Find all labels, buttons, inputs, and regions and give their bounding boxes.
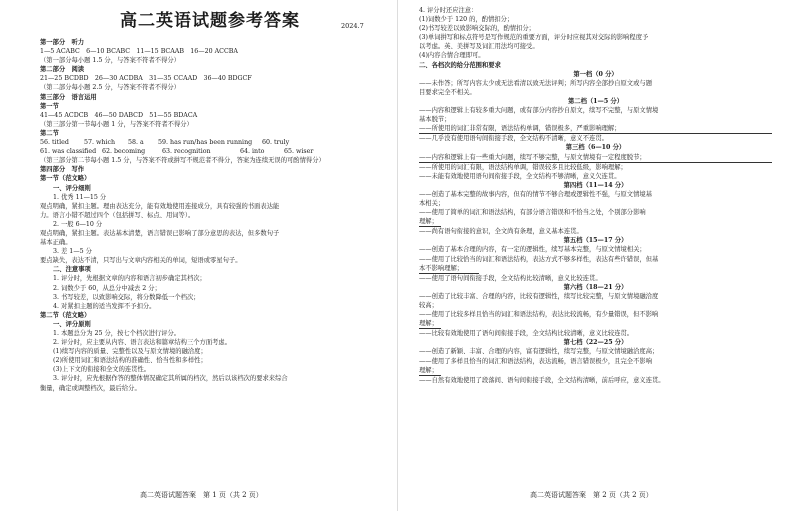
- band-line: ——几乎没有使用语句间衔接手段，全文结构不清晰，意义不连贯。: [419, 135, 608, 143]
- band-title: 第六档（18—21 分）: [563, 283, 628, 291]
- part3-heading: 第三部分 语言运用: [40, 93, 97, 101]
- band-title: 第七档（22—25 分）: [563, 339, 628, 347]
- part3-sec2: 第二节: [40, 129, 59, 137]
- cloze-answer: 62. becoming: [102, 148, 146, 156]
- cloze-answer: 58. a: [128, 139, 144, 147]
- rule-line: 观点明确，紧扣主题。理由表达充分，能有效地使用连接成分，具有较强的书面表达能: [40, 202, 280, 210]
- part3-sec1: 第一节: [40, 102, 59, 110]
- band-line: ——创造了比较丰富、合理的内容，比较有逻辑性，续写比较完整，与原文情境融洽度: [419, 292, 659, 300]
- page-title: 高二英语试题参考答案: [120, 11, 300, 31]
- band-line: ——比较有效地使用了语句间衔接手段，全文结构比较清晰，意义比较连贯。: [419, 330, 634, 338]
- rule-line: 力。语言小错不超过四个（包括拼写、标点、用词等）。: [40, 211, 195, 219]
- principle-line: (3)上下文的衔接和全文的连贯性。: [53, 366, 151, 374]
- note-line: 4. 对紧扣主题的适当发挥不予扣分。: [53, 302, 156, 310]
- part3-sec1-scoring: （第三部分第一节每小题 1 分，与答案不符者不得分）: [40, 120, 193, 128]
- cloze-row-1: [40, 138, 383, 147]
- part1-scoring: （第一部分每小题 1.5 分，与答案不符者不得分）: [40, 57, 180, 65]
- rule-line: 2. 一般 6—10 分: [53, 220, 103, 228]
- band-line: ——使用了简单的词汇和语法结构，有部分语言错误和不恰当之处，个别部分影响: [419, 209, 646, 217]
- note-line: (2)书写较差以致影响交际的，酌情扣分；: [419, 25, 535, 33]
- part2-answers: 21—25 BCDBD 26—30 ACDBA 31—35 CCAAD 36—40 BDGCF: [40, 75, 252, 83]
- band-line: ——使用了语句间衔接手段，全文结构比较清晰，意义比较连贯。: [419, 274, 602, 282]
- part4-heading: 第四部分 写作: [40, 166, 85, 174]
- band-line: ——尚有语句衔接的意识，全文尚有条理，意义基本连贯。: [419, 228, 583, 236]
- cloze-answer: 63. recognition: [162, 148, 211, 156]
- band-line: ——创造了基本合理的内容，有一定的逻辑性，续写基本完整，与原文情境相关；: [419, 246, 646, 254]
- band-line: 理解；: [419, 319, 441, 329]
- cloze-answer: 60. truly: [262, 139, 290, 147]
- rules-title: 一、评分细则: [53, 184, 91, 192]
- band-line: ——创造了新颖、丰富、合理的内容，富有逻辑性，续写完整，与原文情境融洽度高；: [419, 348, 659, 356]
- band-line: 本不影响理解；: [419, 264, 479, 274]
- note-line: 4. 评分时还应注意：: [419, 7, 478, 14]
- principle-line: 2. 评分时，应主要从内容、语言表达和篇章结构三个方面考虑。: [53, 339, 232, 347]
- rule-line: 观点明确，紧扣主题。表达基本清楚，语言错误已影响了部分意思的表达，但多数句子: [40, 229, 280, 237]
- band-title: 第三档（6—10 分）: [565, 144, 626, 152]
- note-line: (4)内容合情合理即可。: [419, 52, 485, 60]
- part2-scoring: （第二部分每小题 2.5 分，与答案不符者不得分）: [40, 84, 180, 92]
- cloze-row-2: [40, 147, 383, 156]
- note-line: 1. 评分时，先根据文章的内容和语言初步确定其档次；: [53, 275, 206, 283]
- note-line: 3. 书写较差，以致影响交际，将分数降低一个档次；: [53, 293, 200, 301]
- band-title: 第五档（15—17 分）: [563, 237, 628, 245]
- footer-left: 高二英语试题答案 第 1 页（共 2 页）: [140, 491, 263, 499]
- part1-heading: 第一部分 听力: [40, 39, 85, 46]
- band-title: 第二档（1—5 分）: [567, 97, 624, 105]
- title-row: [40, 6, 383, 38]
- rule-line: 要点缺失，表达不清，只写出与文章内容相关的单词，短语或零星句子。: [40, 257, 242, 265]
- note-line: (3)单词拼写和标点符号是写作规范的重要方面，评分时应视其对交际的影响程度予: [419, 34, 649, 42]
- band-line: ——使用了比较恰当的词汇和语法结构，表达方式不够多样性，表达有些许错误，但基: [419, 255, 659, 263]
- band-line: 本相关；: [419, 199, 445, 207]
- band-line: 理解；: [419, 366, 441, 376]
- rule-line: 1. 优秀 11—15 分: [53, 193, 107, 201]
- band-line: 目要求完全不相关。: [419, 88, 476, 96]
- band-line: ——所使用的词汇有限，语法结构单调，错误较多且比较低级，影响理解；: [419, 163, 627, 171]
- principle-line: (1)续写内容的质量、完整性以及与原文情境的融洽度；: [53, 348, 207, 356]
- notes-title: 二、注意事项: [53, 266, 91, 274]
- part4-sec1: 第一节（范文略）: [40, 175, 91, 183]
- band-line: ——使用了多样且恰当的词汇和语法结构，表达流畅，语言错误极少，且完全不影响: [419, 357, 652, 365]
- principle-line: (2)所使用词汇和语法结构的准确性、恰当性和多样性；: [53, 357, 207, 365]
- band-line: 理解；: [419, 217, 441, 227]
- part3-sec1-answers: 41—45 ACDCB 46—50 DABCD 51—55 BDACA: [40, 111, 198, 119]
- rule-line: 基本正确。: [40, 239, 72, 247]
- cloze-answer: 61. was classified: [40, 148, 97, 156]
- band-title: 第四档（11—14 分）: [563, 181, 628, 189]
- principles-title: 一、评分原则: [53, 320, 91, 328]
- principle-line: 衡量，确定或调整档次，最后给分。: [40, 384, 141, 392]
- note-line: 以考虑。英、美拼写及词汇用法均可接受。: [419, 43, 539, 51]
- band-line: ——未能有效地使用语句间衔接手段，全文结构不够清晰，意义欠连贯。: [419, 172, 621, 180]
- cloze-answer: 57. which: [84, 139, 116, 147]
- principle-line: 3. 评分时，应先根据作答的整体情况确定其所属的档次，然后以该档次的要求来综合: [53, 375, 288, 383]
- footer-right: 高二英语试题答案 第 2 页（共 2 页）: [530, 491, 653, 499]
- cloze-answer: 64. into: [240, 148, 265, 156]
- part2-heading: 第二部分 阅读: [40, 66, 85, 74]
- right-page: [397, 0, 794, 511]
- part1-answers: 1—5 ACABC 6—10 BCABC 11—15 BCAAB 16—20 ACCBA: [40, 48, 238, 56]
- band-line: ——内容和逻辑上有较多重大问题，或有部分内容抄自原文，续写不完整，与原文情境: [419, 107, 659, 115]
- section-title: 二、各档次的给分范围和要求: [419, 61, 501, 69]
- band-line: 基本脱节；: [419, 116, 451, 124]
- band-line: ——内容和逻辑上有一些重大问题，续写不够完整，与原文情境有一定程度脱节；: [419, 153, 772, 163]
- cloze-answer: 56. titled: [40, 139, 69, 147]
- note-line: (1)词数少于 120 的，酌情扣分；: [419, 16, 514, 24]
- band-line: ——未作答；所写内容太少或无法看清以致无法评判；所写内容全部抄自原文或与题: [419, 79, 652, 87]
- band-line: ——创造了基本完整的故事内容，但有的情节不够合理或逻辑性不强，与原文情境基: [419, 190, 652, 198]
- band-line: ——自然有效地使用了段落间、语句间衔接手段，全文结构清晰，前后呼应，意义连贯。: [419, 376, 665, 384]
- cloze-answer: 59. has run/has been running: [158, 139, 253, 147]
- part4-sec2: 第二节（范文略）: [40, 311, 91, 319]
- band-line: ——所使用的词汇非常有限，语法结构单调，错误极多，严重影响理解；: [419, 124, 772, 134]
- band-line: 较高；: [419, 302, 438, 309]
- band-title: 第一档（0 分）: [573, 70, 618, 78]
- principle-line: 1. 本题总分为 25 分，按七个档次进行评分。: [53, 330, 181, 337]
- rule-line: 3. 差 1—5 分: [53, 248, 92, 256]
- band-line: ——使用了比较多样且恰当的词汇和语法结构，表达比较流畅，有少量错误，但不影响: [419, 311, 659, 319]
- cloze-answer: 65. wiser: [284, 148, 314, 156]
- note-line: 2. 词数少于 60，从总分中减去 2 分；: [53, 284, 161, 292]
- exam-date: 2024.7: [341, 22, 364, 30]
- part3-sec2-scoring: （第三部分第二节每小题 1.5 分，与答案不符或拼写不规范者不得分，答案为连续无误的可酌情得分）: [40, 157, 325, 165]
